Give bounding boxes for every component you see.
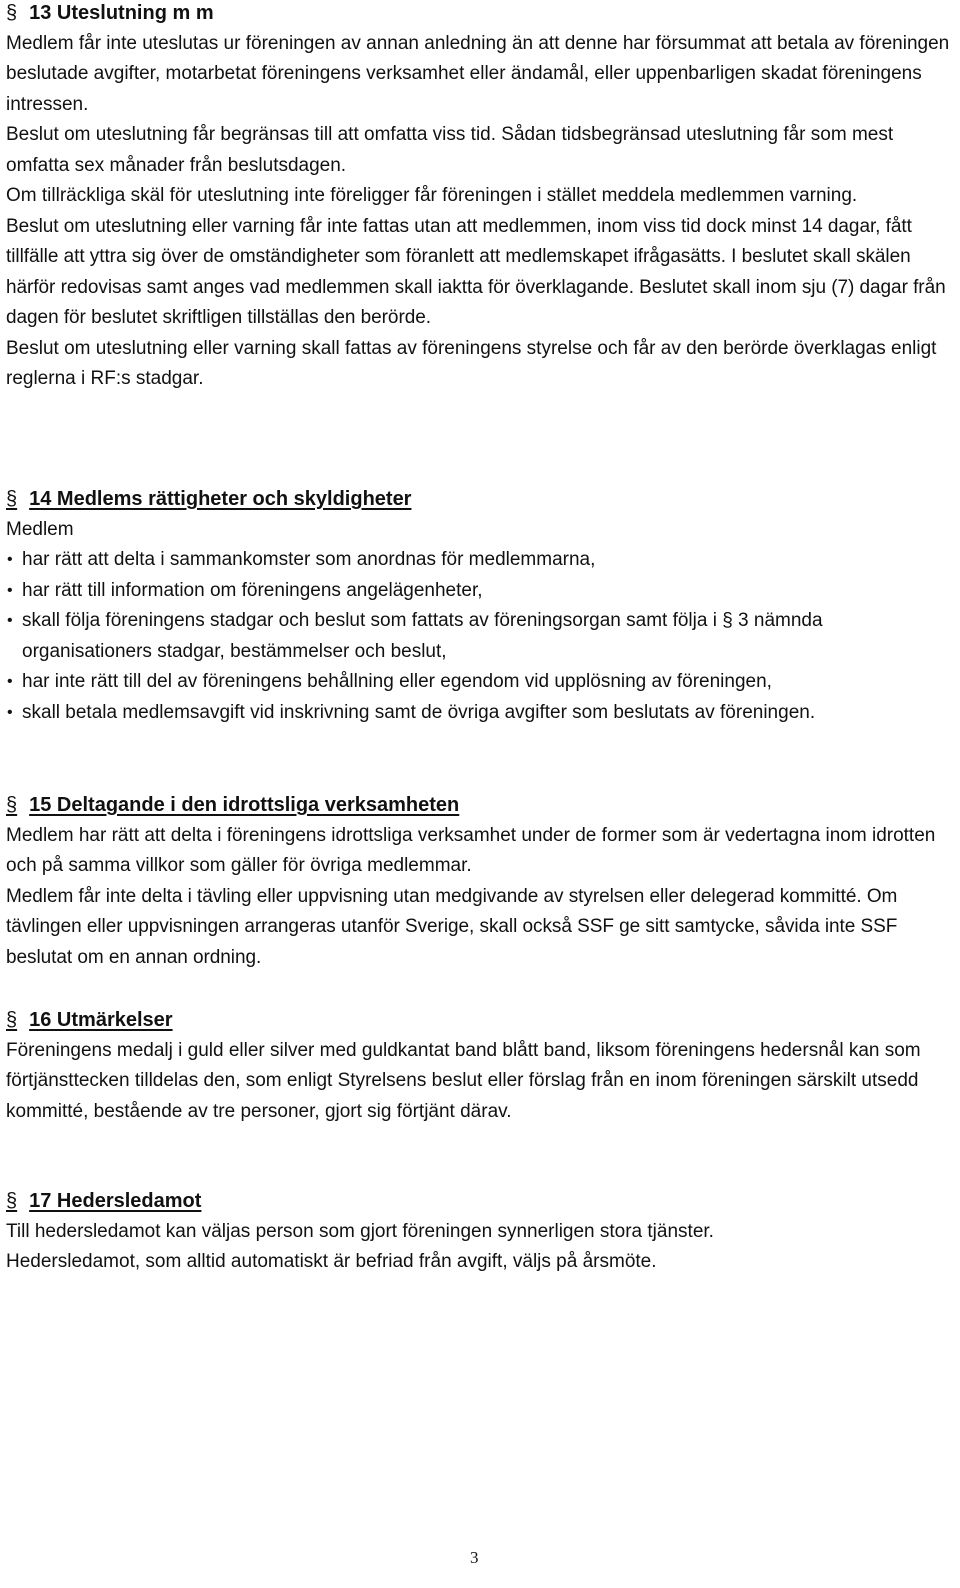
section-title: 16 Utmärkelser <box>29 1009 173 1031</box>
list-item-text: skall följa föreningens stadgar och beslut som fattats av föreningsorgan samt följa i § 3 nämnda organisationers stadgar, bestämmelser och beslut, <box>22 610 823 662</box>
rights-list <box>6 545 952 728</box>
paragraph: Medlem får inte uteslutas ur föreningen av annan anledning än att denne har försummat att betala av föreningen beslutade avgifter, motarbetat föreningens verksamhet eller ändamål, eller uppenbarligen skadat föreningens intressen. <box>6 32 950 115</box>
section-14 <box>6 484 952 728</box>
section-heading <box>6 790 952 821</box>
section-title: 13 Uteslutning m m <box>29 2 214 24</box>
page-number: 3 <box>470 1548 479 1567</box>
list-item <box>6 576 952 607</box>
list-item-text: har rätt att delta i sammankomster som anordnas för medlemmarna, <box>22 549 596 570</box>
bullet-icon: • <box>7 581 13 599</box>
paragraph-sign: § <box>6 488 18 510</box>
section-13 <box>6 0 952 395</box>
list-item <box>6 545 952 576</box>
bullet-icon: • <box>7 551 13 568</box>
list-item <box>6 698 952 729</box>
list-item <box>6 667 952 698</box>
section-heading <box>6 484 952 515</box>
bullet-icon: • <box>7 673 13 690</box>
section-16 <box>6 1005 952 1127</box>
paragraph: Beslut om uteslutning får begränsas till att omfatta viss tid. Sådan tidsbegränsad uteslutning får som mest omfatta sex månader från beslutsdagen. <box>6 124 894 176</box>
paragraph: Beslut om uteslutning eller varning skall fattas av föreningens styrelse och får av den berörde överklagas enligt reglerna i RF:s stadgar. <box>6 337 937 389</box>
section-heading <box>6 1186 952 1217</box>
paragraph-sign: § <box>6 794 18 816</box>
paragraph: Föreningens medalj i guld eller silver med guldkantat band blått band, liksom föreningens hedersnål kan som förtjänsttecken tilldelas den, som enligt Styrelsens beslut eller förslag från en inom föreningen särskilt utsedd kommitté, bestående av tre personer, gjort sig förtjänt därav. <box>6 1039 921 1122</box>
paragraph-sign: § <box>6 1190 18 1212</box>
list-item-text: har inte rätt till del av föreningens behållning eller egendom vid upplösning av föreningen, <box>22 671 772 692</box>
section-15 <box>6 790 952 973</box>
paragraph: Om tillräckliga skäl för uteslutning inte föreligger får föreningen i stället meddela medlemmen varning. <box>6 185 858 206</box>
section-title: 15 Deltagande i den idrottsliga verksamheten <box>29 794 460 816</box>
paragraph: Beslut om uteslutning eller varning får inte fattas utan att medlemmen, inom viss tid dock minst 14 dagar, fått tillfälle att yttra sig över de omständigheter som föranlett att medlemskapet ifrågasätts. I beslutet skall skälen härför redovisas samt anges vad medlemmen skall iaktta för överklagande. Beslutet skall inom sju (7) dagar från dagen för beslutet skriftligen tillställas den berörde. <box>6 215 946 328</box>
section-17 <box>6 1186 952 1278</box>
paragraph-sign: § <box>6 1009 18 1031</box>
paragraph-sign: § <box>6 2 18 24</box>
section-heading <box>6 0 952 29</box>
list-item-text: har rätt till information om föreningens angelägenheter, <box>22 579 483 601</box>
paragraph: Till hedersledamot kan väljas person som gjort föreningen synnerligen stora tjänster. <box>6 1220 714 1242</box>
list-item <box>6 606 952 667</box>
list-item-text: skall betala medlemsavgift vid inskrivning samt de övriga avgifter som beslutats av föreningen. <box>22 701 816 723</box>
list-intro: Medlem <box>6 518 74 540</box>
section-title: 17 Hedersledamot <box>29 1190 202 1212</box>
section-title: 14 Medlems rättigheter och skyldigheter <box>29 488 412 510</box>
bullet-icon: • <box>7 612 13 629</box>
bullet-icon: • <box>7 703 13 721</box>
paragraph: Medlem får inte delta i tävling eller uppvisning utan medgivande av styrelsen eller delegerad kommitté. Om tävlingen eller uppvisningen arrangeras utanför Sverige, skall också SSF ge sitt samtycke, såvida inte SSF beslutat om en annan ordning. <box>6 885 898 968</box>
paragraph: Medlem har rätt att delta i föreningens idrottsliga verksamhet under de former som är vedertagna inom idrotten och på samma villkor som gäller för övriga medlemmar. <box>6 824 936 876</box>
paragraph: Hedersledamot, som alltid automatiskt är befriad från avgift, väljs på årsmöte. <box>6 1251 657 1272</box>
section-heading <box>6 1005 952 1036</box>
